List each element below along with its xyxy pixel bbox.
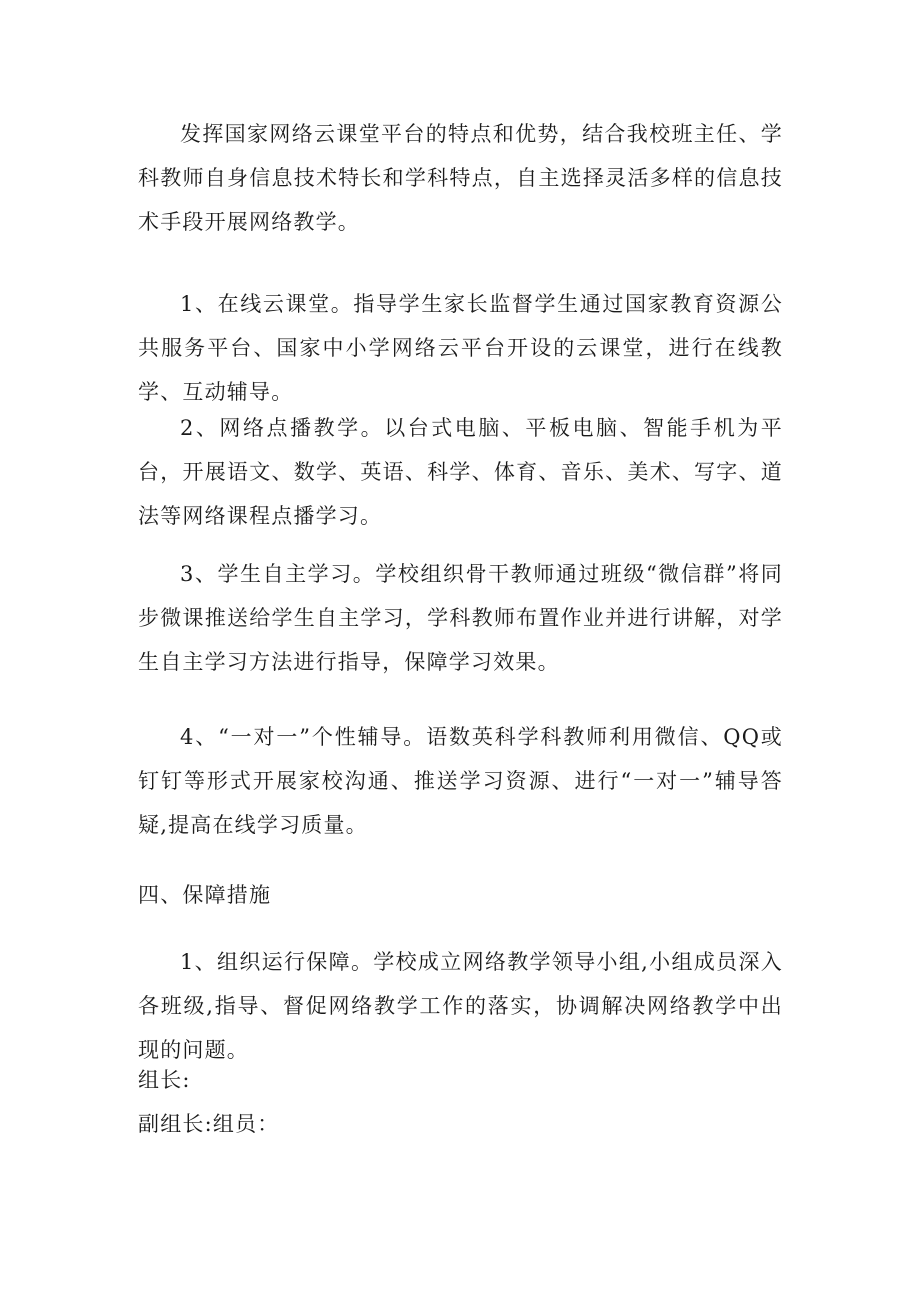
paragraph-item-2: 2、网络点播教学。以台式电脑、平板电脑、智能手机为平台，开展语文、数学、英语、科学、体育、音乐、美术、写字、道法等网络课程点播学习。 [138, 416, 783, 528]
paragraph-guarantee-1: 1、组织运行保障。学校成立网络教学领导小组,小组成员深入各班级,指导、督促网络教学工作的落实，协调解决网络教学中出现的问题。 [138, 950, 783, 1062]
paragraph-item-1: 1、在线云课堂。指导学生家长监督学生通过国家教育资源公共服务平台、国家中小学网络云平台开设的云课堂，进行在线教学、互动辅导。 [138, 292, 783, 404]
members-line: 副组长:组员： [138, 1112, 280, 1136]
paragraph-item-3: 3、学生自主学习。学校组织骨干教师通过班级“微信群”将同步微课推送给学生自主学习，学科教师布置作业并进行讲解，对学生自主学习方法进行指导，保障学习效果。 [138, 562, 783, 674]
paragraph-intro: 发挥国家网络云课堂平台的特点和优势，结合我校班主任、学科教师自身信息技术特长和学科特点，自主选择灵活多样的信息技术手段开展网络教学。 [138, 122, 783, 234]
section-heading: 四、保障措施 [138, 883, 272, 907]
leader-line: 组长: [138, 1068, 191, 1092]
paragraph-item-4: 4、“一对一”个性辅导。语数英科学科教师利用微信、QQ或钉钉等形式开展家校沟通、推送学习资源、进行“一对一”辅导答疑,提高在线学习质量。 [138, 725, 783, 837]
